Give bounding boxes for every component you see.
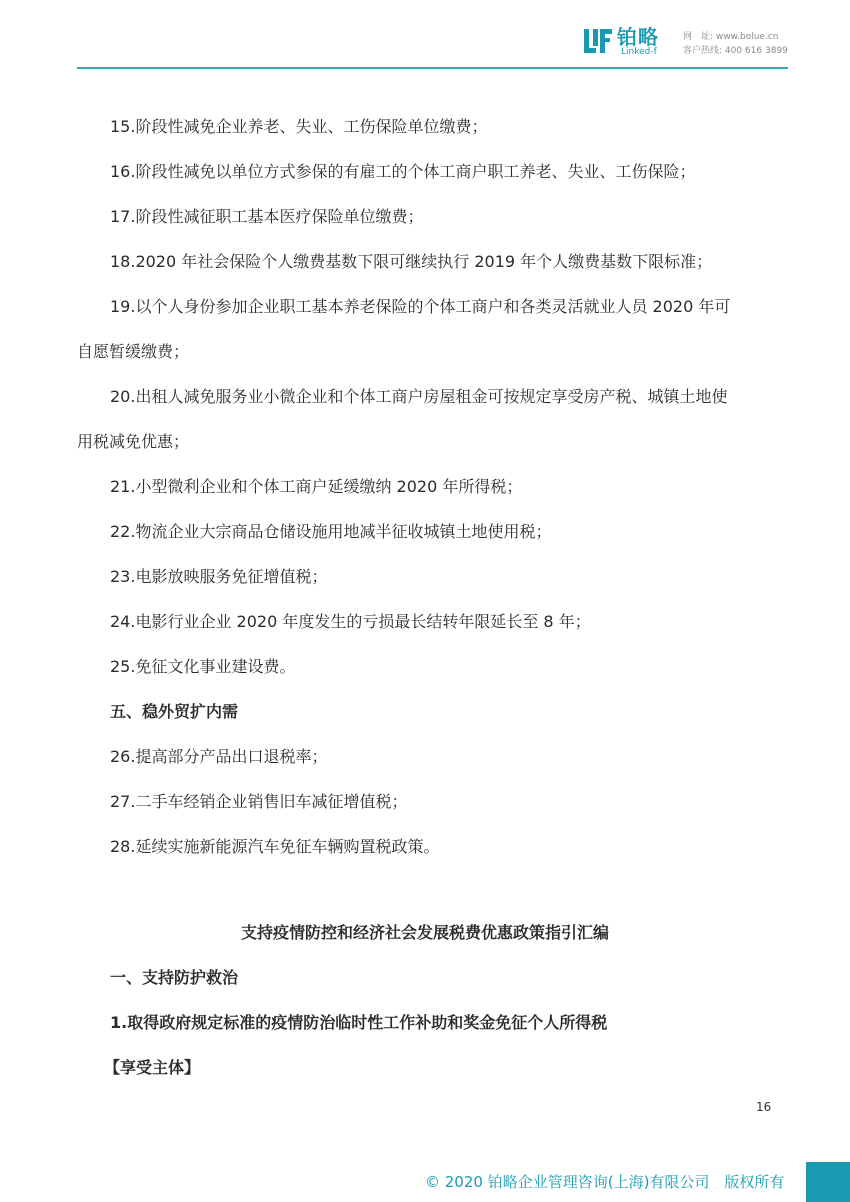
- contact-info: [683, 30, 788, 58]
- guide-title: 支持疫情防控和经济社会发展税费优惠政策指引汇编: [240, 923, 609, 942]
- list-item: 17.阶段性减征职工基本医疗保险单位缴费；: [110, 207, 424, 226]
- subheading: 1.取得政府规定标准的疫情防治临时性工作补助和奖金免征个人所得税: [110, 1013, 608, 1032]
- page-header: [0, 0, 850, 72]
- list-item: 15.阶段性减免企业养老、失业、工伤保险单位缴费；: [110, 117, 488, 136]
- brand-sub: Linked-f: [621, 47, 657, 57]
- website-text: 网 址: www.bolue.cn: [683, 32, 779, 42]
- logo-icon: [583, 26, 613, 56]
- bracket-heading: 【享受主体】: [104, 1058, 201, 1077]
- list-item: 20.出租人减免服务业小微企业和个体工商户房屋租金可按规定享受房产税、城镇土地使: [110, 387, 728, 406]
- page-number: 16: [756, 1100, 772, 1114]
- list-item: 27.二手车经销企业销售旧车减征增值税；: [110, 792, 408, 811]
- list-item: 23.电影放映服务免征增值税；: [110, 567, 328, 586]
- list-item-continuation: 自愿暂缓缴费；: [77, 342, 190, 361]
- list-item: 26.提高部分产品出口退税率；: [110, 747, 328, 766]
- list-item: 22.物流企业大宗商品仓储设施用地减半征收城镇土地使用税；: [110, 522, 552, 541]
- list-item-continuation: 用税减免优惠；: [77, 432, 190, 451]
- section-heading: 五、稳外贸扩内需: [110, 702, 239, 721]
- list-item: 24.电影行业企业 2020 年度发生的亏损最长结转年限延长至 8 年；: [110, 612, 591, 631]
- list-item: 19.以个人身份参加企业职工基本养老保险的个体工商户和各类灵活就业人员 2020 年可: [110, 297, 731, 316]
- list-item: 25.免征文化事业建设费。: [110, 657, 296, 676]
- hotline-text: 客户热线: 400 616 3899: [683, 46, 788, 56]
- footer-accent-block: [806, 1162, 850, 1202]
- list-item: 21.小型微利企业和个体工商户延缓缴纳 2020 年所得税；: [110, 477, 523, 496]
- brand-name: 铂略: [617, 25, 659, 49]
- list-item: 28.延续实施新能源汽车免征车辆购置税政策。: [110, 837, 440, 856]
- footer-copyright: © 2020 铂略企业管理咨询(上海)有限公司 版权所有: [425, 1173, 785, 1191]
- section-heading: 一、支持防护救治: [110, 968, 239, 987]
- list-item: 16.阶段性减免以单位方式参保的有雇工的个体工商户职工养老、失业、工伤保险；: [110, 162, 696, 181]
- header-divider: [77, 67, 788, 69]
- list-item: 18.2020 年社会保险个人缴费基数下限可继续执行 2019 年个人缴费基数下限标准；: [110, 252, 713, 271]
